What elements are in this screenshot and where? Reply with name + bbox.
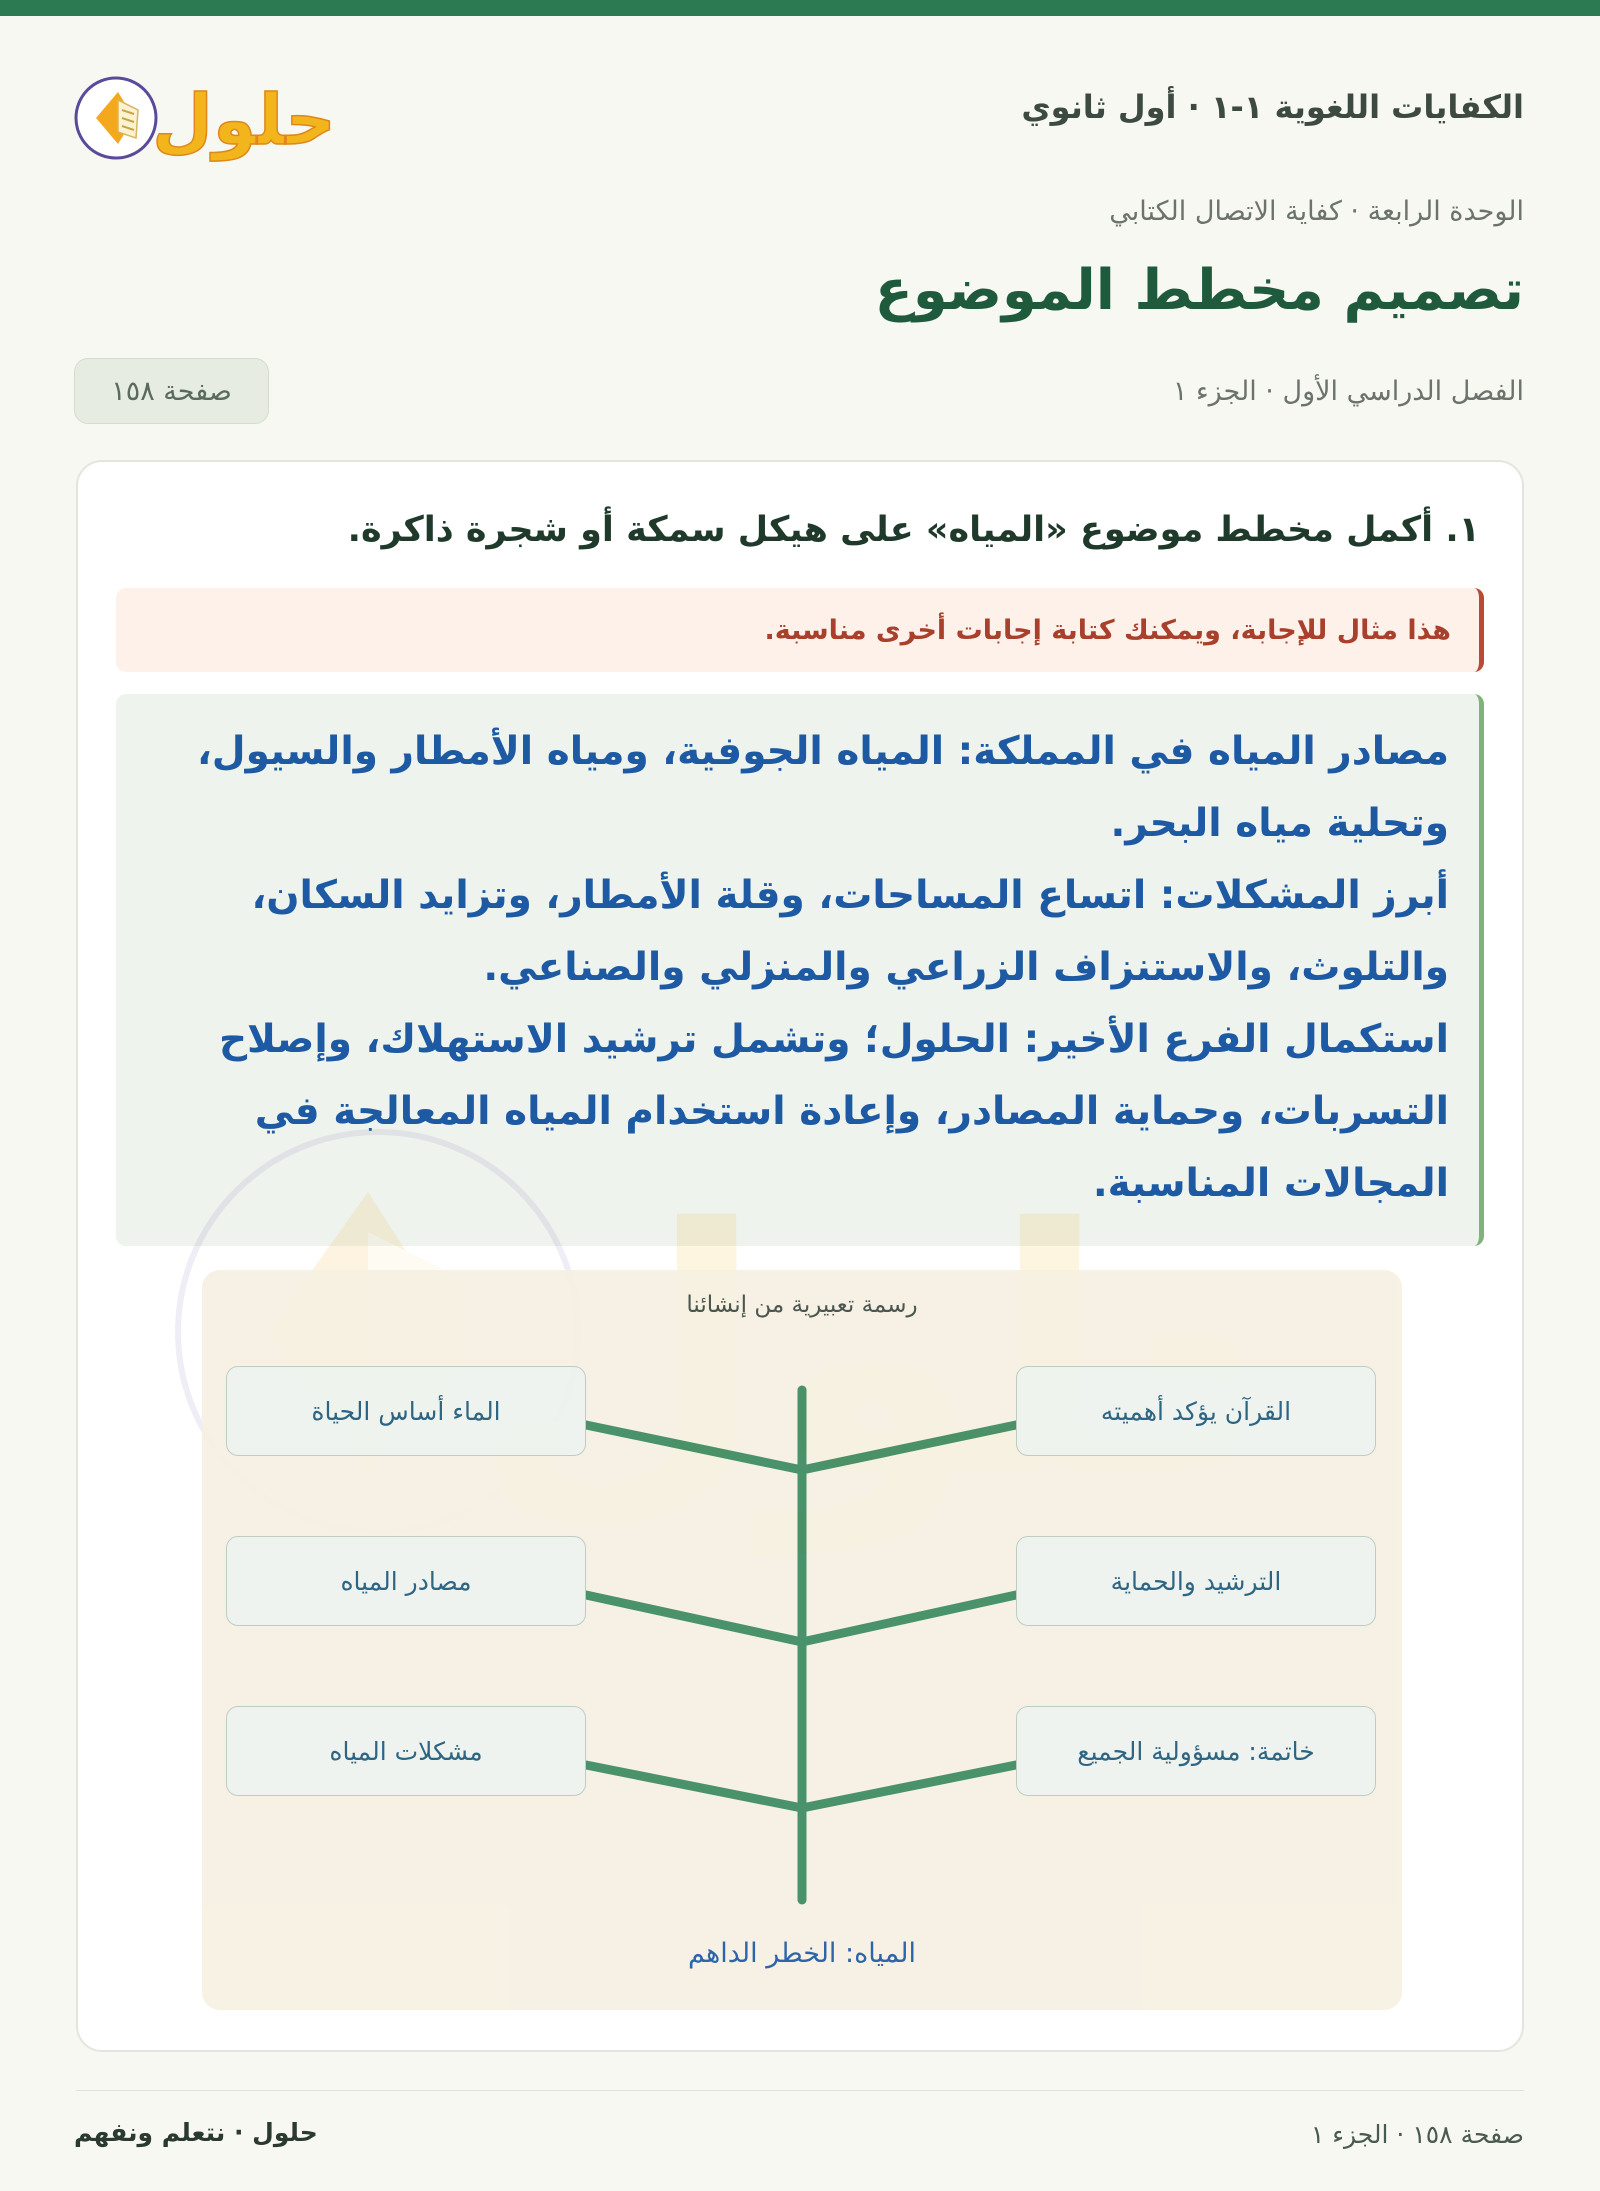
fishbone-diagram: [202, 1270, 1402, 2010]
answer-line: مصادر المياه في المملكة: المياه الجوفية، ومياه الأمطار والسيول،: [196, 729, 1449, 774]
fishbone-branch-left: [586, 1765, 802, 1808]
footer-brand: حلول · نتعلم ونفهم: [74, 2118, 318, 2147]
answer-line: استكمال الفرع الأخير: الحلول؛ وتشمل ترشيد الاستهلاك، وإصلاح: [218, 1017, 1449, 1062]
fishbone-branch-right: [802, 1425, 1016, 1470]
fishbone-box: خاتمة: مسؤولية الجميع: [1016, 1706, 1376, 1796]
question-text: ١. أكمل مخطط موضوع «المياه» على هيكل سمكة أو شجرة ذاكرة.: [347, 510, 1480, 550]
semester-label: الفصل الدراسي الأول · الجزء ١: [1172, 376, 1524, 407]
answer-note-text: هذا مثال للإجابة، ويمكنك كتابة إجابات أخرى مناسبة.: [764, 614, 1451, 646]
answer-line: التسربات، وحماية المصادر، وإعادة استخدام المياه المعالجة في: [254, 1089, 1449, 1134]
answer-line: المجالات المناسبة.: [1092, 1161, 1449, 1206]
fishbone-box: الماء أساس الحياة: [226, 1366, 586, 1456]
page-number-badge: صفحة ١٥٨: [74, 358, 269, 424]
fishbone-branch-left: [586, 1425, 802, 1470]
hulul-logo[interactable]: [74, 56, 334, 166]
fishbone-branch-left: [586, 1595, 802, 1642]
unit-label: الوحدة الرابعة · كفاية الاتصال الكتابي: [1109, 196, 1524, 227]
answer-note: [116, 588, 1484, 672]
fishbone-box: الترشيد والحماية: [1016, 1536, 1376, 1626]
fishbone-branch-right: [802, 1595, 1016, 1642]
top-accent-bar: [0, 0, 1600, 16]
fishbone-branch-right: [802, 1765, 1016, 1808]
fishbone-box: مصادر المياه: [226, 1536, 586, 1626]
page-header: [74, 50, 1524, 160]
exercise-card: [76, 460, 1524, 2052]
fishbone-box: القرآن يؤكد أهميته: [1016, 1366, 1376, 1456]
fishbone-box: مشكلات المياه: [226, 1706, 586, 1796]
answer-line: أبرز المشكلات: اتساع المساحات، وقلة الأمطار، وتزايد السكان،: [251, 873, 1449, 918]
footer-page-info: صفحة ١٥٨ · الجزء ١: [1310, 2120, 1524, 2149]
diagram-caption: رسمة تعبيرية من إنشائنا: [686, 1292, 918, 1318]
book-title: الكفايات اللغوية ١-١ · أول ثانوي: [1021, 88, 1524, 126]
footer-divider: [76, 2090, 1524, 2091]
answer-line: والتلوث، والاستنزاف الزراعي والمنزلي والصناعي.: [483, 945, 1449, 990]
logo-wordmark: حلول: [152, 79, 334, 161]
page-title: تصميم مخطط الموضوع: [874, 258, 1524, 323]
fishbone-head-label: المياه: الخطر الداهم: [688, 1938, 916, 1969]
answer-line: وتحلية مياه البحر.: [1110, 801, 1449, 846]
